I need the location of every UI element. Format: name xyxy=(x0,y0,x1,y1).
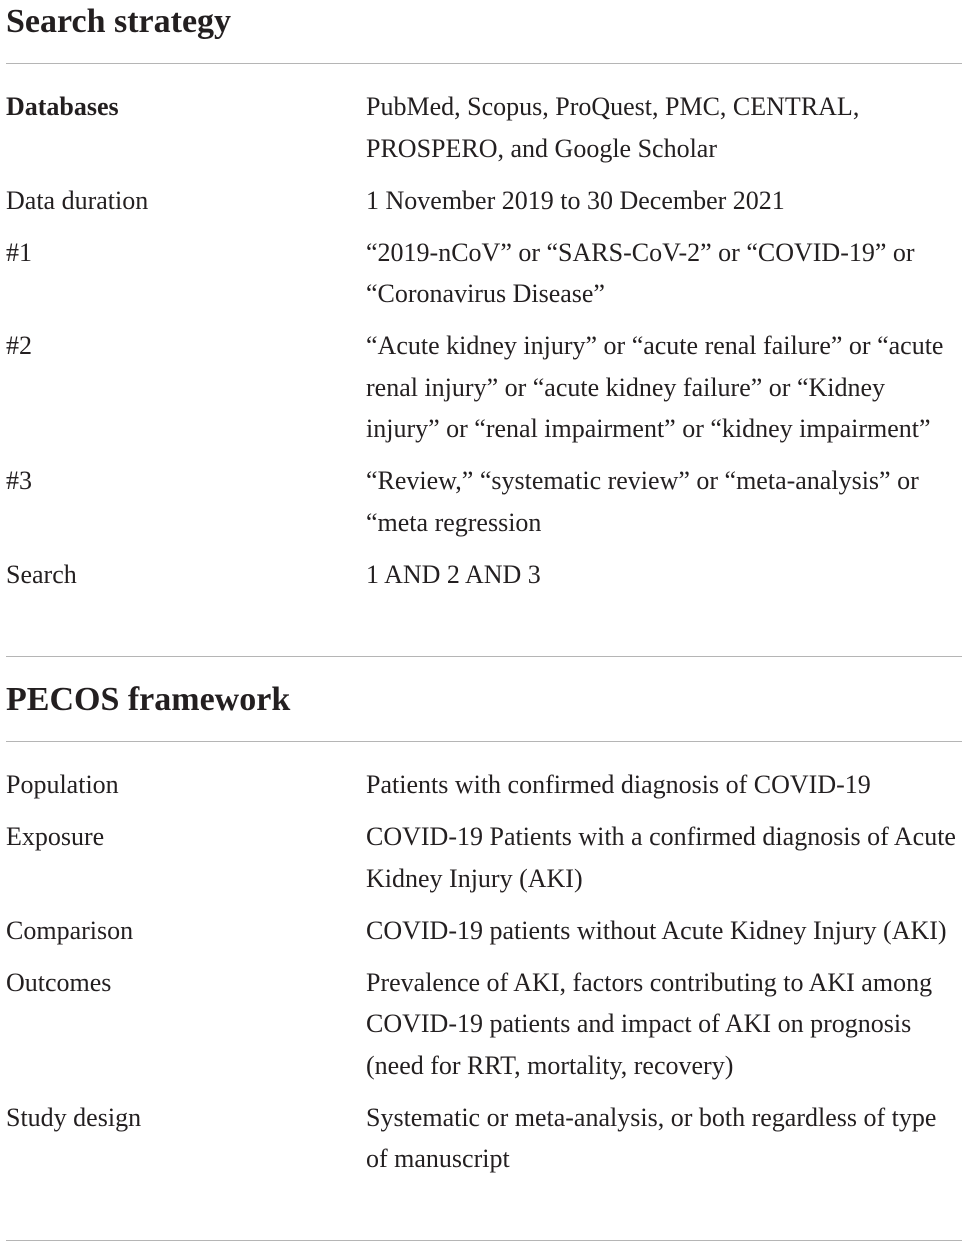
row-value-comparison: COVID-19 patients without Acute Kidney Injury (AKI) xyxy=(366,915,947,945)
table-row xyxy=(6,180,962,222)
pecos-table xyxy=(6,764,962,1190)
pecos-framework-title: PECOS framework xyxy=(6,681,291,718)
table-row xyxy=(6,962,962,1087)
row-value-query-1: “2019-nCoV” or “SARS-CoV-2” or “COVID-19” or “Coronavirus Disease” xyxy=(366,237,915,308)
row-label-population: Population xyxy=(6,770,119,799)
table-row xyxy=(6,1097,962,1180)
row-label-study-design: Study design xyxy=(6,1102,142,1132)
table-row xyxy=(6,764,962,806)
row-label-data-duration: Data duration xyxy=(6,185,149,215)
row-label-databases: Databases xyxy=(6,92,119,121)
row-value-outcomes: Prevalence of AKI, factors contributing to AKI among COVID-19 patients and impact of AKI on prognosis (need for RRT, mortality, recovery) xyxy=(366,967,933,1080)
row-label-comparison: Comparison xyxy=(6,915,134,945)
row-value-query-2: “Acute kidney injury” or “acute renal failure” or “acute renal injury” or “acute kidney failure” or “Kidney injury” or “renal impairment” or “kidney impairment” xyxy=(366,331,944,443)
row-value-search: 1 AND 2 AND 3 xyxy=(366,559,541,589)
search-strategy-table xyxy=(6,86,962,606)
pecos-bottom-rule xyxy=(6,1240,962,1241)
row-value-data-duration: 1 November 2019 to 30 December 2021 xyxy=(366,185,785,215)
table-row xyxy=(6,232,962,315)
row-value-databases: PubMed, Scopus, ProQuest, PMC, CENTRAL, PROSPERO, and Google Scholar xyxy=(366,92,860,163)
row-label-search: Search xyxy=(6,559,77,589)
row-label-query-3: #3 xyxy=(6,466,32,495)
row-label-exposure: Exposure xyxy=(6,822,105,851)
table-row xyxy=(6,460,962,543)
pecos-top-rule xyxy=(6,741,962,742)
search-strategy-top-rule xyxy=(6,63,962,64)
row-value-study-design: Systematic or meta-analysis, or both regardless of type of manuscript xyxy=(366,1102,937,1173)
row-label-query-1: #1 xyxy=(6,237,32,267)
row-label-outcomes: Outcomes xyxy=(6,967,112,997)
row-value-population: Patients with confirmed diagnosis of COVID-19 xyxy=(366,770,871,799)
row-label-query-2: #2 xyxy=(6,331,32,360)
row-value-query-3: “Review,” “systematic review” or “meta-analysis” or “meta regression xyxy=(366,466,919,537)
table-row xyxy=(6,910,962,952)
table-row xyxy=(6,554,962,596)
table-row xyxy=(6,816,962,899)
search-strategy-title: Search strategy xyxy=(6,3,232,40)
table-row xyxy=(6,325,962,450)
row-value-exposure: COVID-19 Patients with a confirmed diagnosis of Acute Kidney Injury (AKI) xyxy=(366,822,956,893)
search-strategy-bottom-rule xyxy=(6,656,962,657)
table-row xyxy=(6,86,962,169)
